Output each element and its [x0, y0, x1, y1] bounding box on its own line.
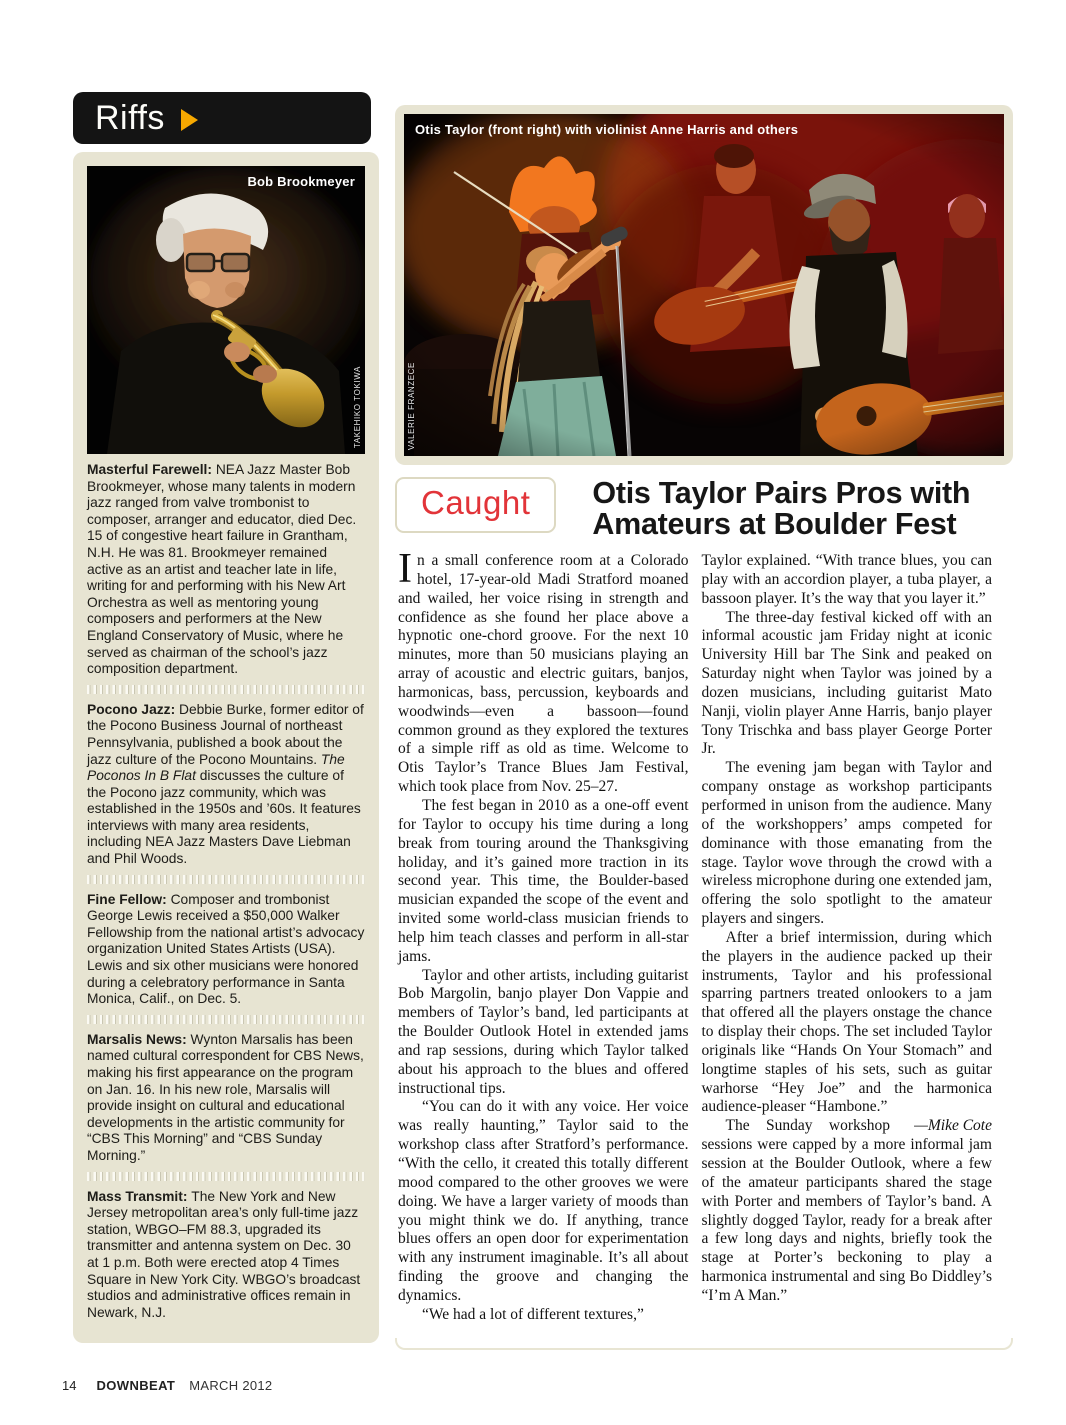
article-headline	[592, 478, 970, 540]
riff-news-item-label: Mass Transmit:	[87, 1188, 192, 1204]
article-paragraph: “You can do it with any voice. Her voice was really haunting,” Taylor said to the workshop class after Stratford’s performance. “With the cello, it created this totally different mood compared to the other grooves we were doing. We have a larger variety of moods than you might think we do. If anything, trance blues offers an open door for experimentation with any instrument imaginable. It’s all about finding the groove and changing the dynamics.	[398, 1098, 689, 1304]
headline-line-2: Amateurs at Boulder Fest	[592, 507, 957, 541]
riff-news-item: Pocono Jazz: Debbie Burke, former editor of the Pocono Business Journal of northeast Pennsylvania, published a book about the jazz culture of the Pocono Mountains. The Poconos In B Flat discusses the culture of the Pocono jazz community, which was established in the 1950s and ’60s. It features interviews with many area residents, including NEA Jazz Masters Dave Liebman and Phil Woods.	[87, 701, 364, 867]
riffs-sidebar	[73, 152, 379, 1343]
article-paragraph: Taylor explained. “With trance blues, you can play with an accordion player, a tuba player, a bassoon player. It’s the way that you layer it.”	[701, 552, 992, 607]
caught-kicker-label: Caught	[421, 484, 531, 521]
riff-news-item: Mass Transmit: The New York and New Jersey metropolitan area’s only full-time jazz station, WBGO–FM 88.3, upgraded its transmitter and antenna system on Dec. 30 at 1 p.m. Both were erected atop 4 Times Square in New York City. WBGO’s broadcast studios and administrative offices remain in Newark, N.J.	[87, 1188, 361, 1320]
section-divider	[87, 1015, 365, 1024]
feature-photo-box	[395, 105, 1013, 465]
riff-news-item: Fine Fellow: Composer and trombonist George Lewis received a $50,000 Walker Fellowship from the national artist’s advocacy organization United States Artists (USA). Lewis and six other musicians were honored during a celebratory performance in Santa Monica, Calif., on Dec. 5.	[87, 891, 365, 1007]
riff-news-item-label: Masterful Farewell:	[87, 462, 216, 477]
riff-news-item-label: Pocono Jazz:	[87, 701, 179, 717]
article-paragraph: The three-day festival kicked off with an informal acoustic jam Friday night at iconic University Hill bar The Sink and peaked on Saturday night when Taylor was joined by a dozen musicians, including guitarist Mato Nanji, violin player Anne Harris, banjo player Tony Trischka and bass player George Porter Jr.	[701, 608, 992, 758]
brookmeyer-caption: Bob Brookmeyer	[247, 174, 355, 189]
section-divider	[87, 875, 365, 884]
brookmeyer-photo-credit: TAKEHIKO TOKIWA	[353, 365, 362, 448]
caught-kicker	[395, 477, 556, 533]
riff-news-item-label: Fine Fellow:	[87, 891, 171, 907]
otis-taylor-photo-illustration	[404, 114, 1004, 456]
riff-news-item-label: Marsalis News:	[87, 1031, 191, 1047]
riff-news-item: Marsalis News: Wynton Marsalis has been named cultural correspondent for CBS News, making his first appearance on the program on Jan. 16. In his new role, Marsalis will provide insight on cultural and educational developments in the artistic community for “CBS This Morning” and “CBS Sunday Morning.”	[87, 1031, 364, 1163]
article-paragraph: The evening jam began with Taylor and company onstage as workshop participants performed in unison from the audience. Many of the workshoppers’ amps competed for dominance with those emanating from the stage. Taylor wove through the crowd with a wireless microphone during one extended jam, offering the solo spotlight to the amateur players and singers.	[701, 759, 992, 928]
page-number: 14	[62, 1378, 77, 1393]
article-paragraph: “We had a lot of different textures,”	[422, 1305, 644, 1323]
article-paragraph: The fest began in 2010 as a one-off event for Taylor to occupy his time during a long break from touring around the Thanksgiving holiday, and it’s gained more traction in its second year. This time, the Boulder-based musician expanded the scope of the event and invited some world-class musician friends to help him teach classes and perform in all-star jams.	[398, 796, 689, 965]
riffs-title: Riffs	[95, 98, 165, 137]
article-paragraph: In a small conference room at a Colorado hotel, 17-year-old Madi Stratford moaned and wailed, her voice rising in strength and confidence as she found her place above a hypnotic one-chord groove. For the next 10 minutes, more than 50 musicians playing an array of acoustic and electric guitars, banjos, harmonicas, bass, percussion, keyboards and woodwinds—even a bassoon—found common ground as they explored the textures of a simple riff as old as time. Welcome to Otis Taylor’s Trance Blues Jam Festival, which took place from Nov. 25–27.	[398, 546, 689, 796]
article-byline: —Mike Cote	[914, 1117, 992, 1135]
issue-date: MARCH 2012	[189, 1378, 273, 1393]
headline-line-1: Otis Taylor Pairs Pros with	[592, 476, 971, 510]
page-footer	[62, 1378, 272, 1393]
riffs-news-list	[87, 462, 365, 1321]
riffs-arrow-icon	[181, 109, 198, 131]
riffs-header	[73, 92, 371, 144]
article-column-2	[702, 552, 993, 1325]
riff-news-item: Masterful Farewell: NEA Jazz Master Bob Brookmeyer, whose many talents in modern jazz ranged from valve trombonist to composer, arranger and educator, died Dec. 15 of congestive heart failure in Grantham, N.H. He was 81. Brookmeyer remained active as an artist and teacher late in life, writing for and performing with his New Art Orchestra as well as mentoring young composers and performers at the New England Conservatory of Music, where he served as chairman of the school’s jazz composition department.	[87, 462, 357, 677]
article-paragraph: Taylor and other artists, including guitarist Bob Margolin, banjo player Don Vappie and members of Taylor’s band, led participants at the Boulder Outlook Hotel in extended jams and rap sessions, during which Taylor talked about his approach to the blues and offered instructional tips.	[398, 966, 689, 1097]
article-paragraph: After a brief intermission, during which the players in the audience packed up their instruments, Taylor and his professional sparring partners treated onlookers to a jam that offered all the players onstage the chance to display their chops. The set included Taylor originals like “Hands On Your Stomach” and longtime staples of his sets, such as guitar warhorse “Hey Joe” and the harmonica audience-pleaser “Hambone.”	[701, 928, 992, 1116]
headline-row	[395, 477, 1013, 540]
brookmeyer-photo-illustration	[87, 166, 365, 454]
article-paragraph: —Mike Cote The Sunday workshop sessions were capped by a more informal jam session at the Boulder Outlook, where a few of the amateur participants shared the stage with Porter and members of Taylor’s band. A slightly dogged Taylor, ready for a break after a few long days and nights, briefly took the stage at Porter’s beckoning to play a harmonica instrumental and sing Bo Diddley’s “I’m A Man.”	[701, 1117, 992, 1304]
drop-cap: I	[398, 546, 412, 592]
article-column-1	[398, 546, 689, 1325]
magazine-name: DOWNBEAT	[96, 1378, 176, 1393]
feature-photo-caption: Otis Taylor (front right) with violinist Anne Harris and others	[415, 122, 799, 137]
article-body	[398, 546, 992, 1325]
brookmeyer-photo	[87, 166, 365, 454]
feature-photo-credit: VALERIE FRANZECE	[407, 361, 416, 450]
section-divider	[87, 1172, 365, 1181]
feature-photo	[404, 114, 1004, 456]
article-bottom-rule	[395, 1338, 1013, 1350]
section-divider	[87, 685, 365, 694]
